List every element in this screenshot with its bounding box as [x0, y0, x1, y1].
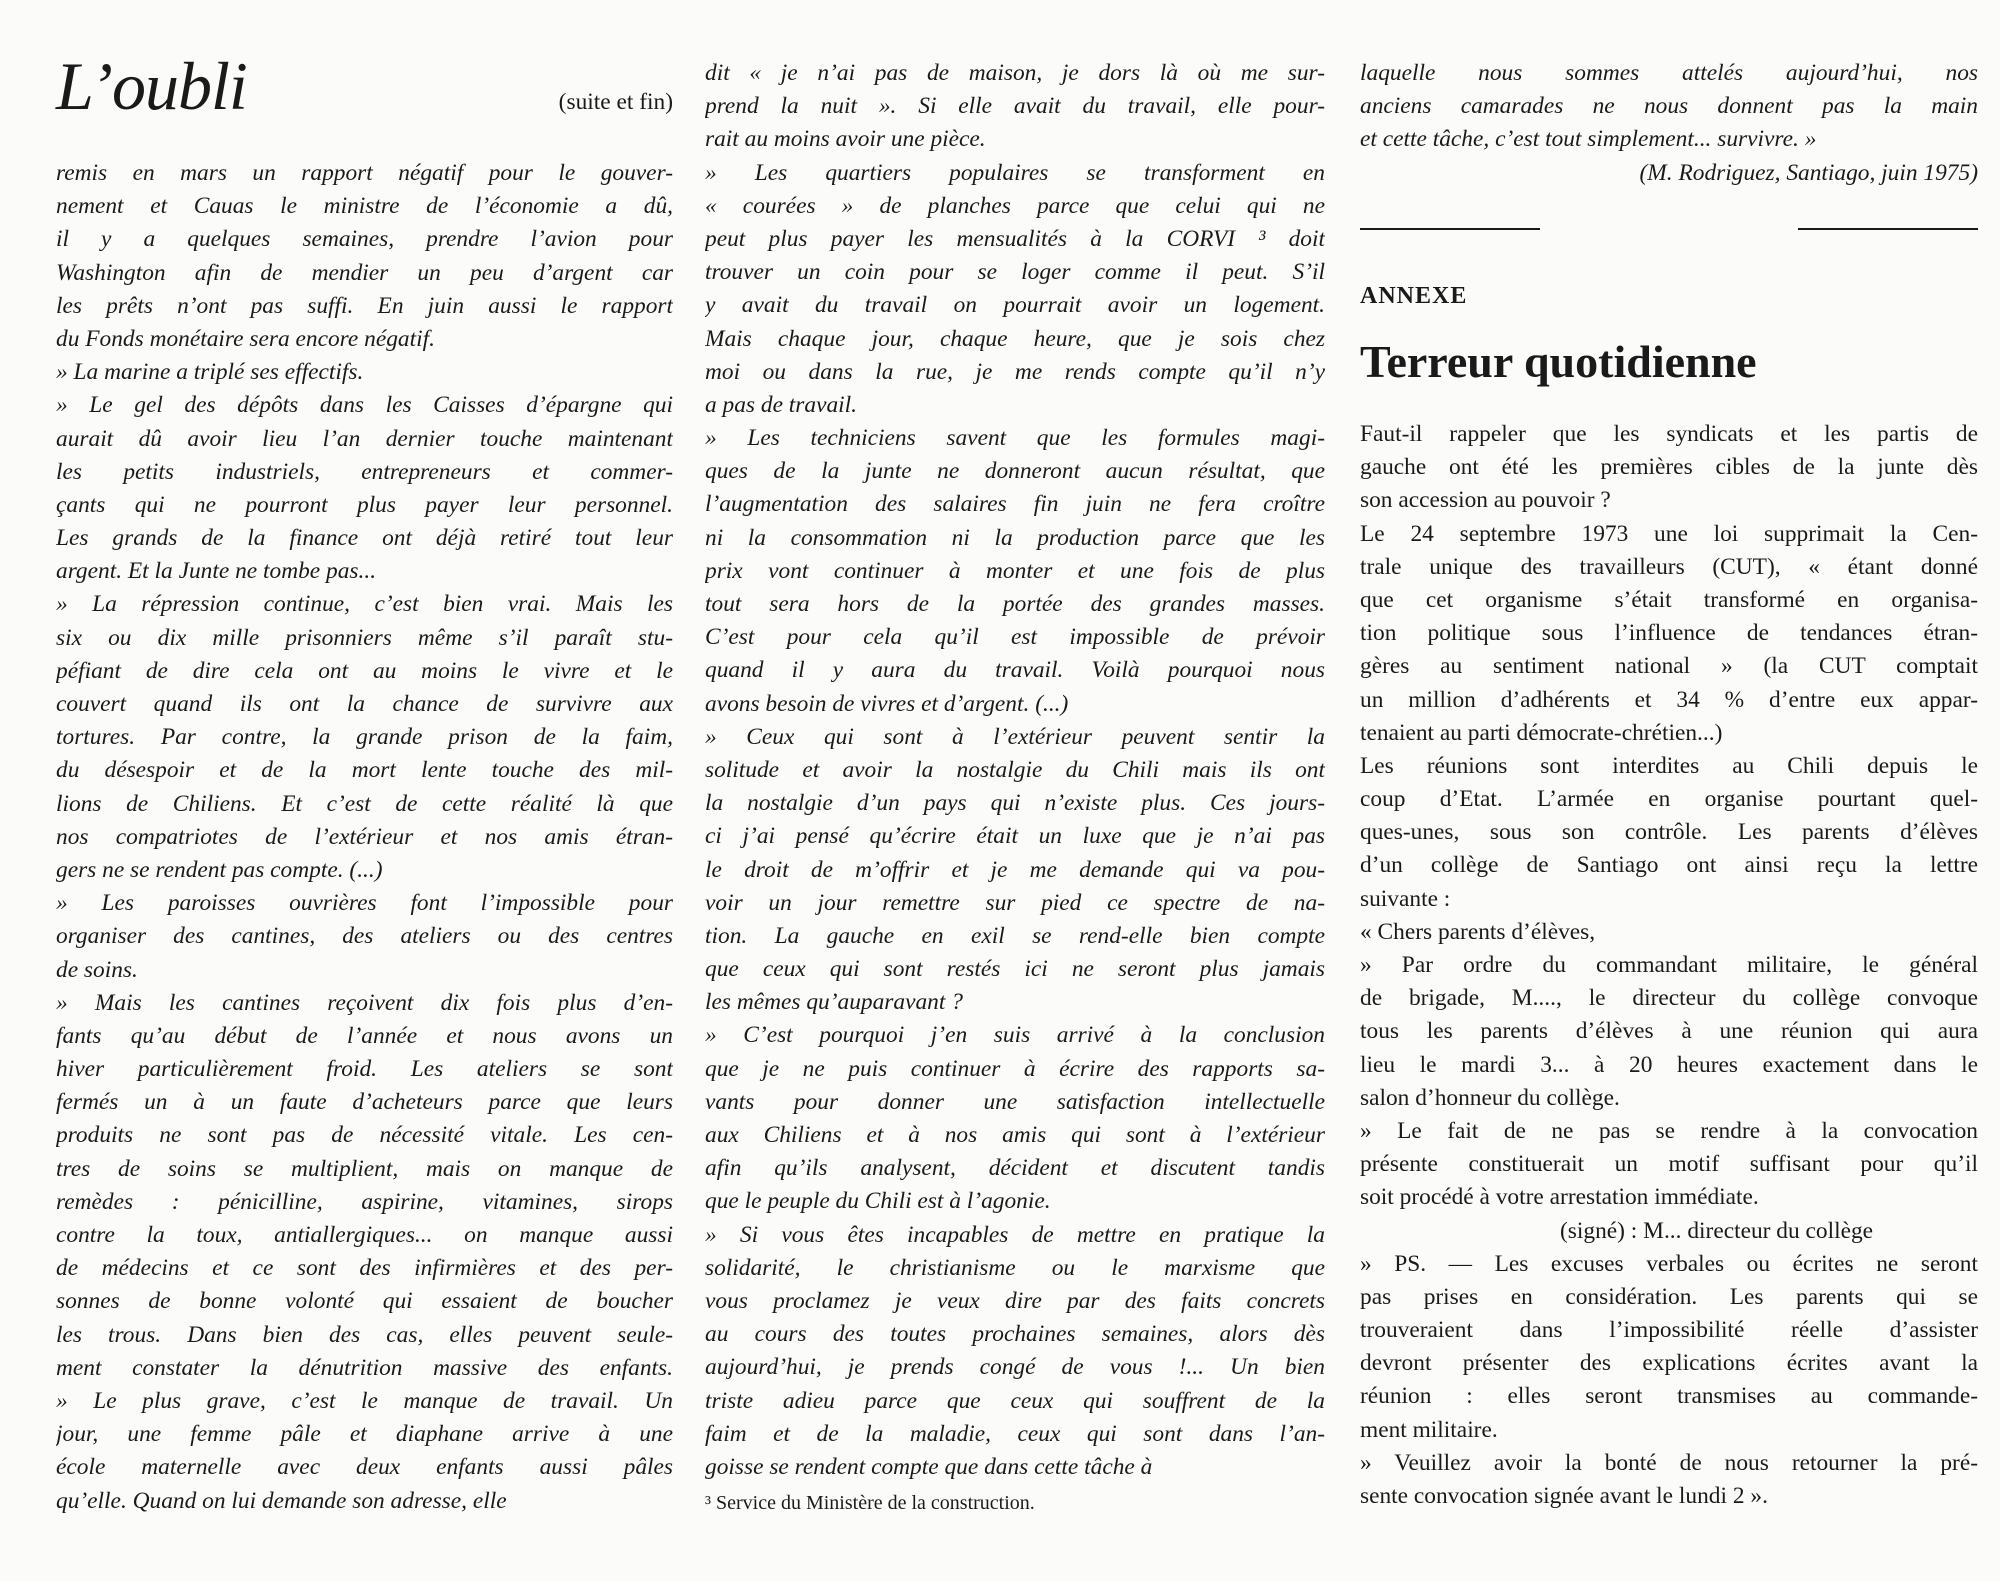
text-line: « courées » de planches parce que celui qui ne: [705, 192, 1325, 219]
letter-signature: (signé) : M... directeur du collège: [1560, 1217, 1874, 1244]
text-line: présente constituerait un motif suffisant pour qu’il: [1360, 1151, 1978, 1178]
text-line: fants qu’au début de l’année et nous avons un: [56, 1022, 673, 1049]
text-line: tion. La gauche en exil se rend-elle bien compte: [705, 922, 1325, 949]
text-line: moi ou dans la rue, je me rends compte qu’il n’y: [705, 358, 1325, 385]
text-line: Faut-il rappeler que les syndicats et les partis de: [1360, 421, 1978, 447]
text-line: çants qui ne pourront plus payer leur personnel.: [56, 491, 673, 518]
text-line: et cette tâche, c’est tout simplement... survivre. »: [1360, 126, 1817, 153]
text-line: dit « je n’ai pas de maison, je dors là où me sur-: [705, 60, 1325, 86]
text-line: d’un collège de Santiago ont ainsi reçu la lettre: [1360, 852, 1978, 879]
text-line: la nostalgie d’un pays qui n’existe plus. Ces jours-: [705, 790, 1325, 817]
footnote: ³ Service du Ministère de la construction.: [705, 1492, 1035, 1514]
text-line: aux Chiliens et à nos amis qui sont à l’extérieur: [705, 1122, 1325, 1148]
quote-signature: (M. Rodriguez, Santiago, juin 1975): [1639, 159, 1978, 186]
annexe-title: Terreur quotidienne: [1360, 336, 1757, 387]
text-line: gères au sentiment national » (la CUT comptait: [1360, 653, 1978, 680]
text-line: ment militaire.: [1360, 1416, 1498, 1443]
text-line: » Les paroisses ouvrières font l’impossible pour: [56, 890, 673, 917]
text-line: que ceux qui sont restés ici ne seront plus jamais: [705, 956, 1325, 983]
text-line: de soins.: [56, 956, 138, 983]
text-line: pas prises en considération. Les parents qui se: [1360, 1283, 1978, 1310]
text-line: nement et Cauas le ministre de l’économie a dû,: [56, 193, 673, 220]
text-line: remis en mars un rapport négatif pour le gouver-: [56, 160, 673, 186]
text-line: prend la nuit ». Si elle avait du travail, elle pour-: [705, 93, 1325, 120]
text-line: » Le plus grave, c’est le manque de travail. Un: [56, 1387, 673, 1414]
text-line: tres de soins se multiplient, mais on manque de: [56, 1155, 673, 1182]
text-line: Les réunions sont interdites au Chili depuis le: [1360, 752, 1978, 779]
text-line: qu’elle. Quand on lui demande son adresse, elle: [56, 1487, 507, 1514]
text-line: les petits industriels, entrepreneurs et commer-: [56, 458, 673, 485]
text-line: suivante :: [1360, 885, 1451, 912]
text-line: Washington afin de mendier un peu d’argent car: [56, 259, 673, 286]
text-line: » Par ordre du commandant militaire, le général: [1360, 952, 1978, 978]
text-line: y avait du travail on pourrait avoir un logement.: [705, 292, 1325, 319]
text-line: tenaient au parti démocrate-chrétien...): [1360, 719, 1723, 746]
text-line: coup d’Etat. L’armée en organise pourtant quel-: [1360, 786, 1978, 813]
text-line: péfiant de dire cela ont au moins le vivre et le: [56, 657, 673, 684]
text-line: sente convocation signée avant le lundi 2 ».: [1360, 1483, 1768, 1509]
text-line: sonnes de bonne volonté qui essaient de boucher: [56, 1288, 673, 1315]
article-continuation-note: (suite et fin): [558, 89, 673, 115]
text-line: le droit de m’offrir et je me demande qui va pou-: [705, 856, 1325, 883]
text-line: trouver un coin pour se loger comme il peut. S’il: [705, 259, 1325, 286]
text-line: les mêmes qu’auparavant ?: [705, 989, 963, 1016]
text-line: vants pour donner une satisfaction intellectuelle: [705, 1088, 1325, 1115]
text-line: solidarité, le christianisme ou le marxisme que: [705, 1254, 1325, 1281]
text-line: tortures. Par contre, la grande prison de la faim,: [56, 724, 673, 751]
text-line: ci j’ai pensé qu’écrire était un luxe que je n’ai pas: [705, 823, 1325, 850]
text-line: gauche ont été les premières cibles de la junte dès: [1360, 454, 1978, 481]
text-line: tion politique sous l’influence de tendances étran-: [1360, 620, 1978, 647]
text-line: soit procédé à votre arrestation immédiate.: [1360, 1184, 1759, 1211]
text-line: « Chers parents d’élèves,: [1360, 918, 1596, 945]
text-line: de médecins et ce sont des infirmières et des per-: [56, 1255, 673, 1282]
text-line: prix vont continuer à monter et une fois de plus: [705, 557, 1325, 584]
text-line: les prêts n’ont pas suffi. En juin aussi le rapport: [56, 292, 673, 319]
text-line: son accession au pouvoir ?: [1360, 487, 1611, 514]
text-line: l’augmentation des salaires fin juin ne fera croître: [705, 491, 1325, 518]
text-line: un million d’adhérents et 34 % d’entre eux appar-: [1360, 686, 1978, 713]
text-line: du Fonds monétaire sera encore négatif.: [56, 325, 435, 352]
text-line: trale unique des travailleurs (CUT), « étant donné: [1360, 553, 1978, 580]
text-line: couvert quand ils ont la chance de survivre aux: [56, 691, 673, 717]
text-line: triste adieu parce que ceux qui souffrent de la: [705, 1387, 1325, 1414]
text-line: ment constater la dénutrition massive des enfants.: [56, 1354, 673, 1381]
text-line: contre la toux, antiallergiques... on manque aussi: [56, 1222, 673, 1248]
column-1-text: [56, 157, 673, 1518]
text-line: » Mais les cantines reçoivent dix fois plus d’en-: [56, 989, 673, 1016]
text-line: » Les quartiers populaires se transforment en: [705, 159, 1325, 186]
text-line: tout sera hors de la portée des grandes masses.: [705, 591, 1325, 617]
text-line: » Le fait de ne pas se rendre à la convocation: [1360, 1117, 1978, 1144]
text-line: organiser des cantines, des ateliers ou des centres: [56, 923, 673, 950]
text-line: que cet organisme s’était transformé en organisa-: [1360, 586, 1978, 613]
text-line: aujourd’hui, je prends congé de vous !... Un bien: [705, 1354, 1325, 1381]
text-line: ques de la junte ne donneront aucun résultat, que: [705, 458, 1325, 485]
text-line: ni la consommation ni la production parce que les: [705, 524, 1325, 551]
text-line: laquelle nous sommes attelés aujourd’hui, nos: [1360, 60, 1978, 86]
text-line: » Veuillez avoir la bonté de nous retourner la pré-: [1360, 1449, 1978, 1476]
text-line: » La répression continue, c’est bien vrai. Mais les: [56, 591, 673, 618]
text-line: » Si vous êtes incapables de mettre en pratique la: [705, 1221, 1325, 1248]
divider-right: [1798, 228, 1978, 230]
text-line: au cours des toutes prochaines semaines, alors dès: [705, 1321, 1325, 1348]
text-line: trouveraient dans l’impossibilité réelle d’assister: [1360, 1317, 1978, 1344]
text-line: » Le gel des dépôts dans les Caisses d’épargne qui: [56, 392, 673, 419]
text-line: Le 24 septembre 1973 une loi supprimait la Cen-: [1360, 520, 1978, 547]
text-line: gers ne se rendent pas compte. (...): [56, 856, 383, 883]
text-line: réunion : elles seront transmises au commande-: [1360, 1383, 1978, 1410]
text-line: de brigade, M...., le directeur du collège convoque: [1360, 985, 1978, 1012]
text-line: faim et de la maladie, ceux qui sont dans l’an-: [705, 1420, 1325, 1447]
text-line: a pas de travail.: [705, 391, 858, 418]
text-line: argent. Et la Junte ne tombe pas...: [56, 558, 377, 585]
text-line: ques-unes, sous son contrôle. Les parents d’élèves: [1360, 819, 1978, 846]
text-line: nos compatriotes de l’extérieur et nos amis étran-: [56, 823, 673, 850]
article-header: [56, 0, 673, 124]
text-line: quand il y aura du travail. Voilà pourquoi nous: [705, 657, 1325, 684]
text-line: Les grands de la finance ont déjà retiré tout leur: [56, 525, 673, 552]
text-line: » Les techniciens savent que les formules magi-: [705, 425, 1325, 452]
text-line: produits ne sont pas de nécessité vitale. Les cen-: [56, 1122, 673, 1149]
text-line: hiver particulièrement froid. Les ateliers se sont: [56, 1056, 673, 1083]
text-line: » Ceux qui sont à l’extérieur peuvent sentir la: [705, 723, 1325, 750]
text-line: anciens camarades ne nous donnent pas la main: [1360, 93, 1978, 120]
text-line: salon d’honneur du collège.: [1360, 1084, 1620, 1111]
text-line: C’est pour cela qu’il est impossible de prévoir: [705, 624, 1325, 651]
text-line: vous proclamez je veux dire par des faits concrets: [705, 1287, 1325, 1314]
text-line: fermés un à un faute d’acheteurs parce que leurs: [56, 1089, 673, 1116]
text-line: afin qu’ils analysent, décident et discutent tandis: [705, 1155, 1325, 1182]
annexe-label: ANNEXE: [1360, 283, 1468, 309]
annexe-text: [1360, 418, 1978, 1513]
column-3-quote: [1360, 57, 1978, 190]
text-line: lions de Chiliens. Et c’est de cette réalité là que: [56, 790, 673, 817]
text-line: solitude et avoir la nostalgie du Chili mais ils ont: [705, 756, 1325, 783]
divider-left: [1360, 228, 1540, 230]
text-line: rait au moins avoir une pièce.: [705, 126, 986, 153]
text-line: lieu le mardi 3... à 20 heures exactement dans le: [1360, 1051, 1978, 1078]
text-line: du désespoir et de la mort lente touche des mil-: [56, 757, 673, 784]
text-line: que je ne puis continuer à écrire des rapports sa-: [705, 1055, 1325, 1082]
text-line: avons besoin de vivres et d’argent. (...): [705, 690, 1069, 717]
column-2-text: [705, 57, 1325, 1484]
text-line: voir un jour remettre sur pied ce spectre de na-: [705, 889, 1325, 916]
text-line: jour, une femme pâle et diaphane arrive à une: [56, 1421, 673, 1448]
text-line: » C’est pourquoi j’en suis arrivé à la conclusion: [705, 1022, 1325, 1049]
text-line: que le peuple du Chili est à l’agonie.: [705, 1188, 1051, 1215]
text-line: » PS. — Les excuses verbales ou écrites ne seront: [1360, 1250, 1978, 1277]
text-line: les trous. Dans bien des cas, elles peuvent seule-: [56, 1321, 673, 1348]
text-line: devront présenter des explications écrites avant la: [1360, 1350, 1978, 1377]
text-line: aurait dû avoir lieu l’an dernier touche maintenant: [56, 425, 673, 452]
text-line: six ou dix mille prisonniers même s’il paraît stu-: [56, 624, 673, 651]
text-line: il y a quelques semaines, prendre l’avion pour: [56, 226, 673, 253]
text-line: remèdes : pénicilline, aspirine, vitamines, sirops: [56, 1188, 673, 1215]
text-line: Mais chaque jour, chaque heure, que je sois chez: [705, 325, 1325, 352]
text-line: école maternelle avec deux enfants aussi pâles: [56, 1454, 673, 1481]
article-title: L’oubli: [56, 48, 247, 124]
text-line: goisse se rendent compte que dans cette tâche à: [705, 1453, 1153, 1480]
column-1: [56, 0, 673, 1514]
text-line: » La marine a triplé ses effectifs.: [56, 359, 364, 386]
text-line: tous les parents d’élèves à une réunion qui aura: [1360, 1018, 1978, 1045]
text-line: peut plus payer les mensualités à la CORVI ³ doit: [705, 225, 1325, 252]
